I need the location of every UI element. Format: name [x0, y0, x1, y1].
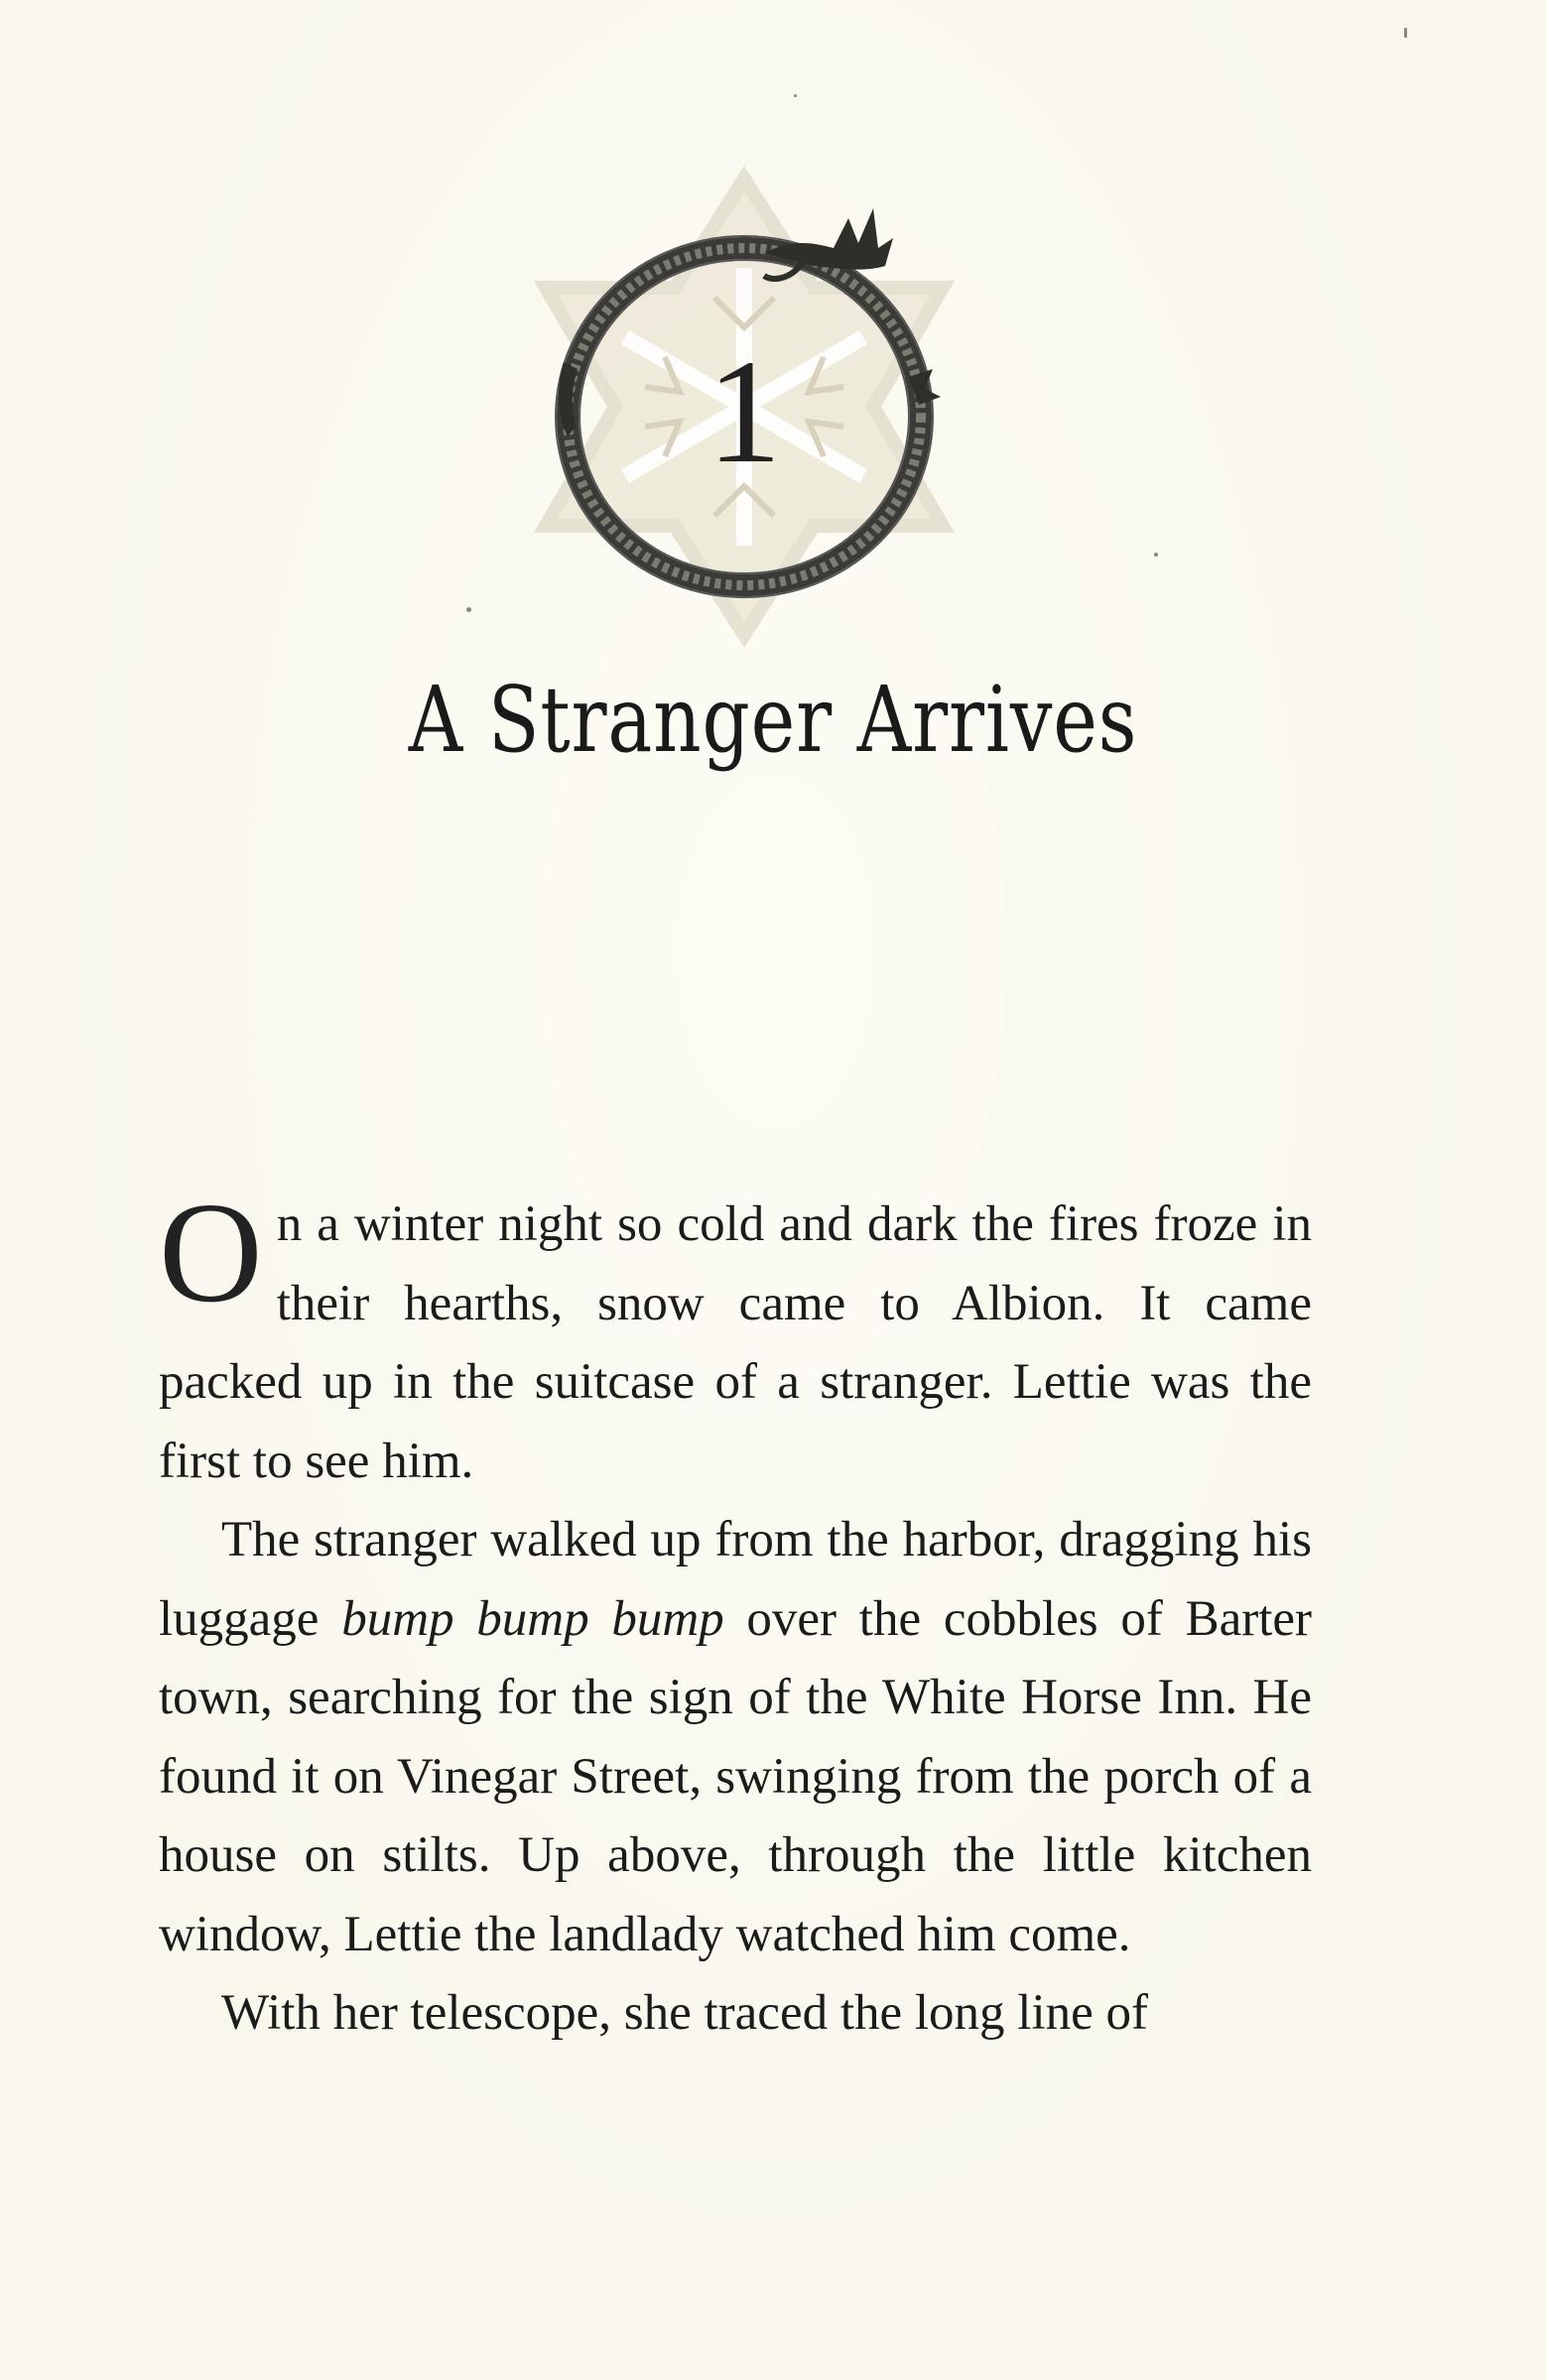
scan-speck	[1404, 28, 1407, 38]
paragraph-2-italic: bump bump bump	[341, 1590, 724, 1647]
drop-cap: O	[159, 1174, 263, 1332]
chapter-title: A Stranger Arrives	[408, 667, 1138, 773]
paragraph-2	[159, 1501, 1312, 1974]
paragraph-1	[159, 1174, 1312, 1501]
paragraph-2-text-a: The stranger walked up from the harbor, dragging his luggage	[159, 1512, 1312, 1647]
paragraph-3	[159, 1974, 1312, 2054]
scan-speck	[466, 607, 471, 612]
scan-speck	[794, 94, 797, 97]
paragraph-3-text: With her telescope, she traced the long line of	[221, 1985, 1149, 2041]
paragraph-1-text: n a winter night so cold and dark the fires froze in their hearths, snow came to Albion. It came packed up in the suitcase of a stranger. Lettie was the first to see him.	[159, 1196, 1312, 1489]
body-text	[159, 1174, 1312, 2054]
chapter-number: 1	[707, 329, 782, 494]
scan-speck	[1154, 553, 1158, 557]
paragraph-2-text-b: over the cobbles of Barter town, searching for the sign of the White Horse Inn. He found it on Vinegar Street, swinging from the porch of a house on stilts. Up above, through the little kitchen window, Lettie the landlady watched him come.	[159, 1590, 1312, 1962]
ouroboros-dragon-snowflake-icon	[516, 149, 972, 665]
